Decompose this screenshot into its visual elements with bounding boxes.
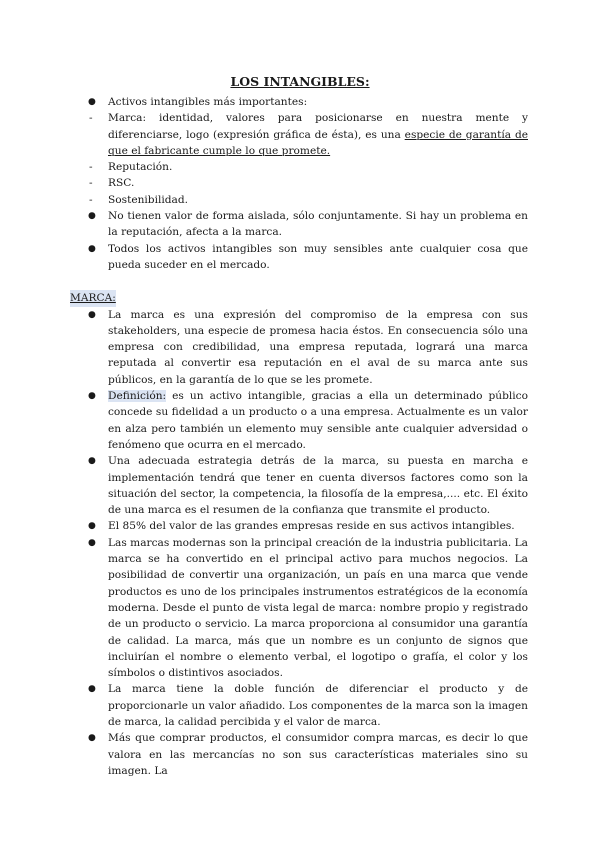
marca-label: MARCA:	[70, 290, 116, 306]
list-item-text: Reputación.	[108, 161, 173, 174]
underlined-text: especie de garantía de que el fabricante cumple lo que promete.	[108, 128, 528, 157]
list-item-text: Más que comprar productos, el consumidor compra marcas, es decir lo que valora en las mercancías no son sus características materiales sino su imagen. La	[108, 732, 528, 777]
bullet-icon: ●	[88, 391, 96, 402]
list-item-text: Una adecuada estrategia detrás de la marca, su puesta en marcha e implementación tendrá que tener en cuenta diversos factores como son la situación del sector, la competencia, la filosofía de la empresa,.... etc. El éxito de una marca es el resumen de la confianza que transmite el producto.	[108, 455, 528, 517]
list-item-text: Todos los activos intangibles son muy sensibles ante cualquier cosa que pueda suceder en el mercado.	[108, 242, 528, 271]
bullet-icon: ●	[88, 733, 96, 744]
bullet-icon: ●	[88, 684, 96, 695]
list-item	[70, 518, 528, 534]
document-body	[70, 94, 528, 779]
list-item	[70, 307, 528, 388]
list-item	[70, 730, 528, 779]
list-item-text: La marca tiene la doble función de diferenciar el producto y de proporcionarle un valor añadido. Los componentes de la marca son la imagen de marca, la calidad percibida y el valor de marca.	[108, 683, 528, 728]
list-item	[70, 681, 528, 730]
list-item	[70, 192, 528, 208]
list-item	[70, 94, 528, 110]
list-item	[70, 208, 528, 241]
dash-marker: -	[89, 193, 93, 206]
list-item-text: La marca es una expresión del compromiso de la empresa con sus stakeholders, una especie de promesa hacia éstos. En consecuencia sólo una empresa con credibilidad, una empresa reputada, logrará una marca reputada al convertir esa reputación en el aval de su marca ante sus públicos, en la garantía de lo que se les promete.	[108, 308, 528, 386]
section-heading	[70, 290, 528, 306]
list-item	[70, 388, 528, 453]
bullet-icon: ●	[88, 211, 96, 222]
list-item-text: Las marcas modernas son la principal creación de la industria publicitaria. La marca se ha convertido en el principal activo para muchos negocios. La posibilidad de convertir una organización, un país en una marca que vende productos es uno de los principales instrumentos estratégicos de la economía moderna. Desde el punto de vista legal de marca: nombre propio y registrado de un producto o servicio. La marca proporciona al consumidor una garantía de calidad. La marca, más que un nombre es un conjunto de signos que incluirían el nombre o elemento verbal, el logotipo o grafía, el color y los símbolos o distintivos asociados.	[108, 536, 528, 680]
list-item-text: Sostenibilidad.	[108, 193, 189, 206]
list-item	[70, 159, 528, 175]
list-item-text: Activos intangibles más importantes:	[108, 96, 308, 108]
dash-marker: -	[89, 112, 93, 125]
list-item	[70, 110, 528, 159]
bullet-icon: ●	[88, 97, 96, 107]
bullet-icon: ●	[88, 243, 96, 254]
list-item-text: Marca: identidad, valores para posicionarse en nuestra mente y diferenciarse, logo (expresión gráfica de ésta), es una	[108, 112, 528, 141]
dash-marker: -	[89, 161, 93, 174]
definition-label: Definición:	[108, 390, 167, 403]
marca-section	[70, 290, 528, 779]
bullet-icon: ●	[88, 309, 96, 320]
page-title: LOS INTANGIBLES:	[230, 74, 370, 89]
list-item-text: es un activo intangible, gracias a ella un determinado público concede su fidelidad a un producto o a una empresa. Actualmente es un valor en alza pero también un elemento muy sensible ante cualquier adversidad o fenómeno que ocurra en el mercado.	[108, 390, 528, 451]
list-item-text: No tienen valor de forma aislada, sólo conjuntamente. Si hay un problema en la reputación, afecta a la marca.	[108, 210, 528, 239]
list-item	[70, 241, 528, 274]
bullet-icon: ●	[88, 521, 96, 532]
bullet-icon: ●	[88, 456, 96, 467]
list-item-text: El 85% del valor de las grandes empresas reside en sus activos intangibles.	[108, 520, 515, 533]
list-item	[70, 453, 528, 518]
list-item-text: RSC.	[108, 177, 135, 190]
bullet-icon: ●	[88, 537, 96, 548]
list-item	[70, 535, 528, 682]
dash-marker: -	[89, 177, 93, 190]
list-item	[70, 175, 528, 191]
